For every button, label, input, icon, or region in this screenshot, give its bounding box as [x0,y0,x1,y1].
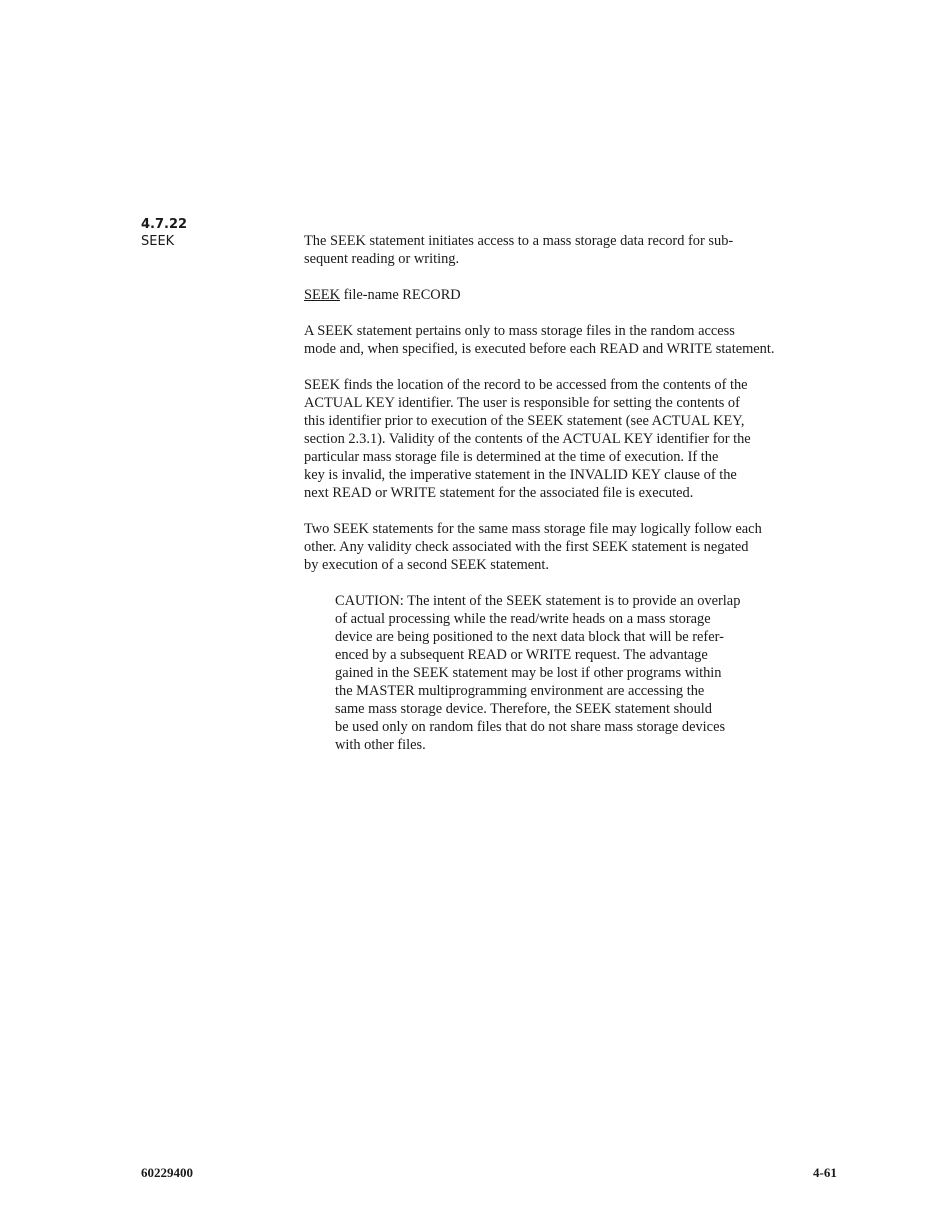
paragraph-applicability [304,322,879,358]
text-line: A SEEK statement pertains only to mass storage files in the random access [304,323,735,339]
text-line: of actual processing while the read/write heads on a mass storage [335,611,711,627]
text-line: key is invalid, the imperative statement in the INVALID KEY clause of the [304,467,737,483]
body-text [304,232,879,754]
text-line: next READ or WRITE statement for the associated file is executed. [304,485,694,501]
section-number: 4.7.22 [141,217,188,232]
section-title: SEEK [141,234,175,249]
text-line: The SEEK statement initiates access to a mass storage data record for sub- [304,233,734,249]
text-line: device are being positioned to the next data block that will be refer- [335,629,724,645]
syntax-format [304,286,879,304]
text-line: Two SEEK statements for the same mass storage file may logically follow each [304,521,762,537]
text-line: CAUTION: The intent of the SEEK statement is to provide an overlap [335,593,741,609]
text-line: particular mass storage file is determined at the time of execution. If the [304,449,719,465]
caution-note [335,592,835,754]
text-line: with other files. [335,737,426,753]
text-line: section 2.3.1). Validity of the contents of the ACTUAL KEY identifier for the [304,431,751,447]
text-line: be used only on random files that do not share mass storage devices [335,719,726,735]
text-line: sequent reading or writing. [304,251,460,267]
text-line: SEEK finds the location of the record to be accessed from the contents of the [304,377,748,393]
intro-paragraph [304,232,879,268]
text-line: ACTUAL KEY identifier. The user is responsible for setting the contents of [304,395,740,411]
syntax-operands: file-name RECORD [339,287,461,303]
text-line: same mass storage device. Therefore, the SEEK statement should [335,701,712,717]
text-line: other. Any validity check associated with the first SEEK statement is negated [304,539,749,555]
footer-page-number: 4-61 [813,1165,837,1180]
text-line: this identifier prior to execution of the SEEK statement (see ACTUAL KEY, [304,413,745,429]
syntax-keyword: SEEK [304,287,340,303]
paragraph-two-seeks [304,520,879,574]
text-line: mode and, when specified, is executed before each READ and WRITE statement. [304,341,775,357]
text-line: gained in the SEEK statement may be lost if other programs within [335,665,722,681]
text-line: enced by a subsequent READ or WRITE request. The advantage [335,647,708,663]
footer-doc-number: 60229400 [141,1165,193,1180]
text-line: by execution of a second SEEK statement. [304,557,549,573]
text-line: the MASTER multiprogramming environment are accessing the [335,683,705,699]
paragraph-actual-key [304,376,879,502]
